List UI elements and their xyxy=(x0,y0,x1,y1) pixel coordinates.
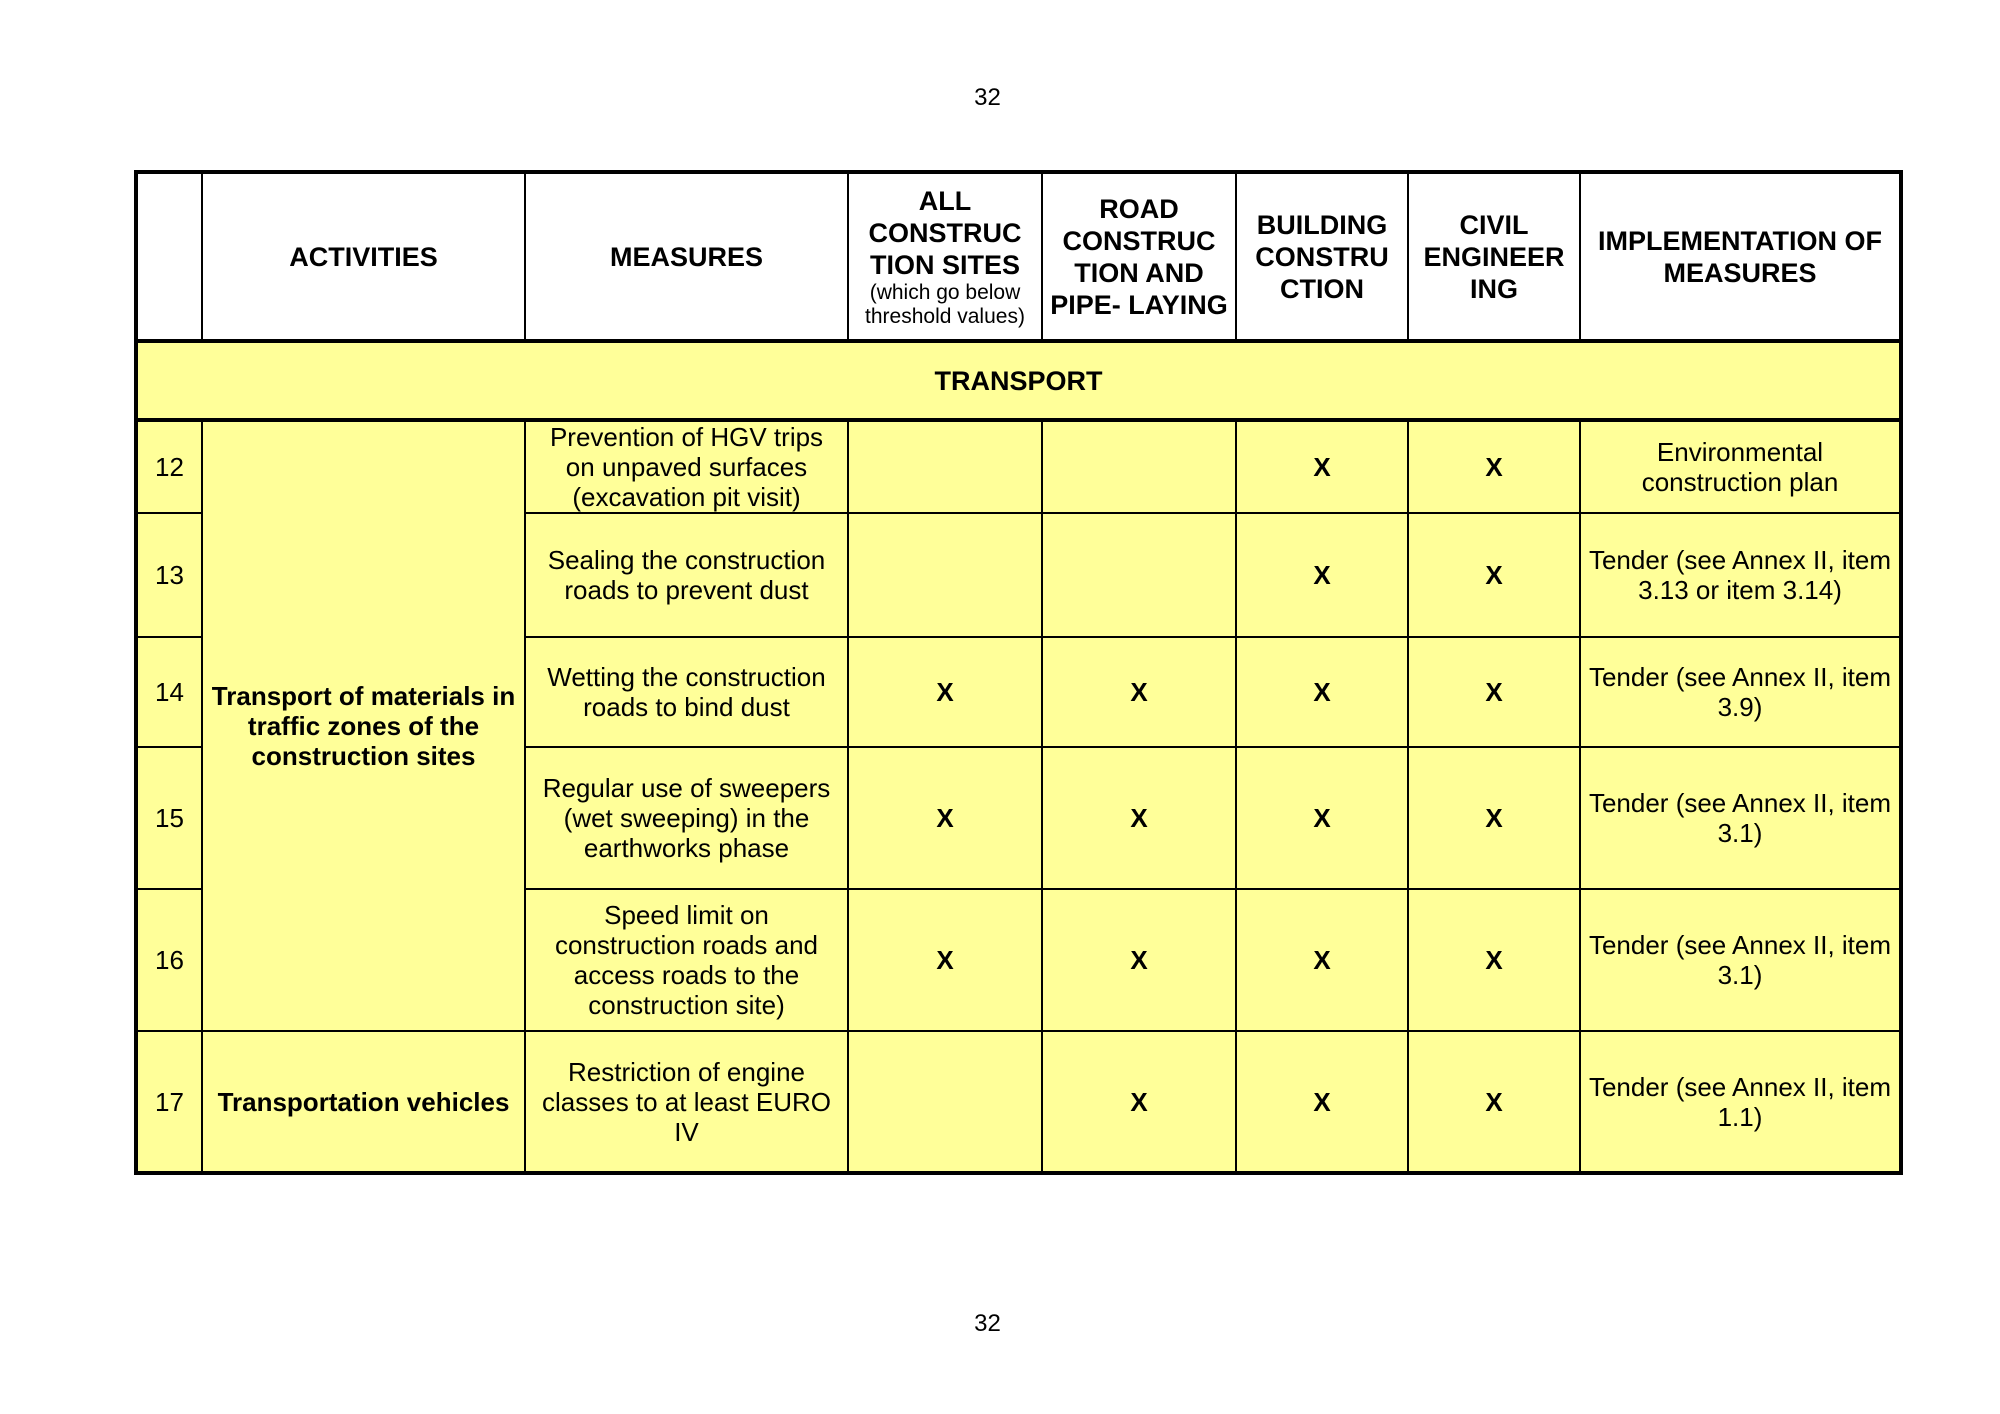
civil-mark: X xyxy=(1408,889,1580,1031)
road-mark: X xyxy=(1042,889,1236,1031)
implementation-cell: Tender (see Annex II, item 3.13 or item 3.14) xyxy=(1580,513,1901,637)
header-implementation: IMPLEMENTATION OF MEASURES xyxy=(1580,172,1901,341)
civil-mark: X xyxy=(1408,747,1580,889)
header-building-construction: BUILDING CONSTRU CTION xyxy=(1236,172,1408,341)
header-measures: MEASURES xyxy=(525,172,848,341)
row-number: 17 xyxy=(136,1031,202,1173)
road-mark xyxy=(1042,420,1236,513)
row-number: 12 xyxy=(136,420,202,513)
civil-mark: X xyxy=(1408,420,1580,513)
implementation-cell: Tender (see Annex II, item 3.1) xyxy=(1580,889,1901,1031)
measure-cell: Wetting the construction roads to bind dust xyxy=(525,637,848,747)
road-mark: X xyxy=(1042,747,1236,889)
building-mark: X xyxy=(1236,1031,1408,1173)
road-mark: X xyxy=(1042,1031,1236,1173)
header-number xyxy=(136,172,202,341)
measure-cell: Restriction of engine classes to at least EURO IV xyxy=(525,1031,848,1173)
building-mark: X xyxy=(1236,513,1408,637)
page-number-bottom: 32 xyxy=(974,1310,1001,1337)
header-activities: ACTIVITIES xyxy=(202,172,525,341)
header-road-construction: ROAD CONSTRUC TION AND PIPE- LAYING xyxy=(1042,172,1236,341)
measure-cell: Regular use of sweepers (wet sweeping) in the earthworks phase xyxy=(525,747,848,889)
row-number: 13 xyxy=(136,513,202,637)
building-mark: X xyxy=(1236,747,1408,889)
row-number: 16 xyxy=(136,889,202,1031)
implementation-cell: Tender (see Annex II, item 3.1) xyxy=(1580,747,1901,889)
implementation-cell: Environmental construction plan xyxy=(1580,420,1901,513)
header-all-sites-note: (which go below threshold values) xyxy=(865,280,1025,328)
all-sites-mark xyxy=(848,420,1042,513)
civil-mark: X xyxy=(1408,513,1580,637)
all-sites-mark: X xyxy=(848,889,1042,1031)
implementation-cell: Tender (see Annex II, item 3.9) xyxy=(1580,637,1901,747)
building-mark: X xyxy=(1236,420,1408,513)
road-mark: X xyxy=(1042,637,1236,747)
activity-cell: Transportation vehicles xyxy=(202,1031,525,1173)
header-all-construction-sites xyxy=(848,172,1042,341)
table-row xyxy=(136,420,1901,513)
civil-mark: X xyxy=(1408,637,1580,747)
all-sites-mark: X xyxy=(848,747,1042,889)
row-number: 14 xyxy=(136,637,202,747)
measure-cell: Speed limit on construction roads and access roads to the construction site) xyxy=(525,889,848,1031)
civil-mark: X xyxy=(1408,1031,1580,1173)
all-sites-mark xyxy=(848,513,1042,637)
all-sites-mark xyxy=(848,1031,1042,1173)
activity-cell: Transport of materials in traffic zones of the construction sites xyxy=(202,420,525,1031)
page-number-top: 32 xyxy=(974,84,1001,111)
building-mark: X xyxy=(1236,637,1408,747)
measure-cell: Sealing the construction roads to prevent dust xyxy=(525,513,848,637)
all-sites-mark: X xyxy=(848,637,1042,747)
section-row xyxy=(136,341,1901,420)
road-mark xyxy=(1042,513,1236,637)
measure-cell: Prevention of HGV trips on unpaved surfaces (excavation pit visit) xyxy=(525,420,848,513)
building-mark: X xyxy=(1236,889,1408,1031)
row-number: 15 xyxy=(136,747,202,889)
header-civil-engineering: CIVIL ENGINEER ING xyxy=(1408,172,1580,341)
implementation-cell: Tender (see Annex II, item 1.1) xyxy=(1580,1031,1901,1173)
table-row xyxy=(136,1031,1901,1173)
section-title: TRANSPORT xyxy=(136,341,1901,420)
header-row xyxy=(136,172,1901,341)
header-all-sites-label: ALL CONSTRUC TION SITES xyxy=(868,185,1022,280)
measures-table xyxy=(134,170,1903,1175)
